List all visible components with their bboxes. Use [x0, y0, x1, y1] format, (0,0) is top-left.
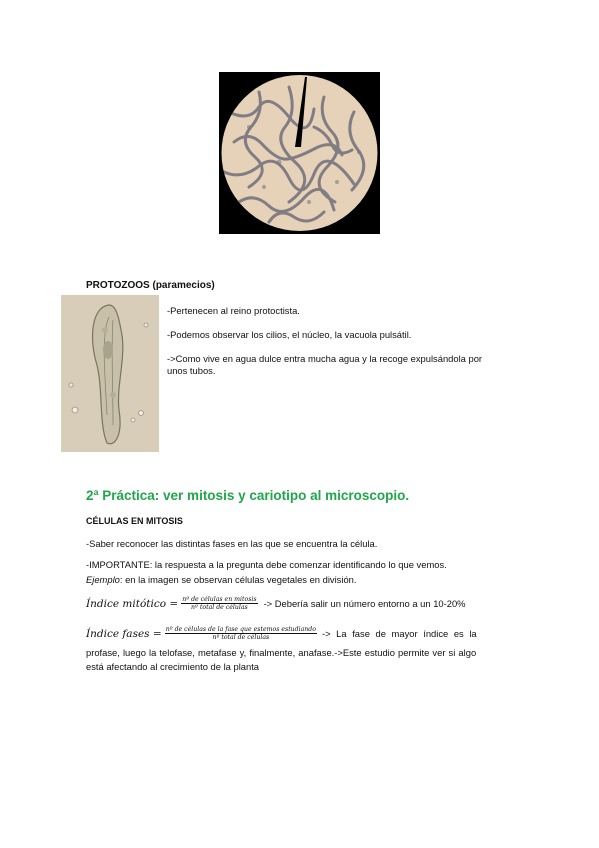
- example-label: Ejemplo: [86, 574, 120, 585]
- example-text: : en la imagen se observan células vegetales en división.: [119, 574, 357, 585]
- formula-phase-fraction: [165, 626, 317, 641]
- paramecium-image: [61, 295, 159, 452]
- practice-title: 2ª Práctica: ver mitosis y cariotipo al microscopio.: [86, 488, 410, 503]
- formula-mitotic-denominator: nº total de células: [191, 604, 248, 611]
- protozoos-bullet-1: -Pertenecen al reino protoctista.: [167, 305, 300, 316]
- formula-phase-continuation-1: profase, luego la telofase, metafase y, finalmente, anafase.->Este estudio permite ver si algo: [86, 647, 477, 658]
- formula-phase-lhs: Índice fases =: [86, 627, 162, 640]
- formula-phase-continuation-2: está afectando al crecimiento de la planta: [86, 661, 260, 672]
- formula-mitotic-fraction: [181, 596, 257, 611]
- microscope-cell-image: [219, 72, 380, 234]
- formula-mitotic-lhs: Índice mitótico =: [86, 597, 179, 610]
- protozoos-bullet-2: -Podemos observar los cilios, el núcleo, la vacuola pulsátil.: [167, 329, 412, 340]
- protozoos-bullet-3: ->Como vive en agua dulce entra mucha agua y la recoge expulsándola por unos tubos.: [167, 353, 483, 376]
- mitosis-paragraph-2: -IMPORTANTE: la respuesta a la pregunta debe comenzar identificando lo que vemos.: [86, 559, 447, 570]
- formula-mitotic-index: [86, 596, 466, 611]
- section-heading-protozoos: PROTOZOOS (paramecios): [86, 280, 215, 291]
- formula-phase-numerator: nº de células de la fase que estemos estudiando: [165, 626, 316, 633]
- mitosis-paragraph-1: -Saber reconocer las distintas fases en las que se encuentra la célula.: [86, 538, 378, 549]
- section-heading-mitosis: CÉLULAS EN MITOSIS: [86, 516, 183, 526]
- formula-phase-note: -> La fase de mayor índice es la: [321, 627, 477, 639]
- mitosis-paragraph-3: [86, 574, 356, 586]
- formula-phase-index: [86, 626, 516, 641]
- formula-mitotic-numerator: nº de células en mitosis: [182, 596, 257, 603]
- formula-mitotic-note: -> Debería salir un número entorno a un 10-20%: [263, 597, 466, 609]
- formula-phase-denominator: nº total de células: [212, 634, 270, 641]
